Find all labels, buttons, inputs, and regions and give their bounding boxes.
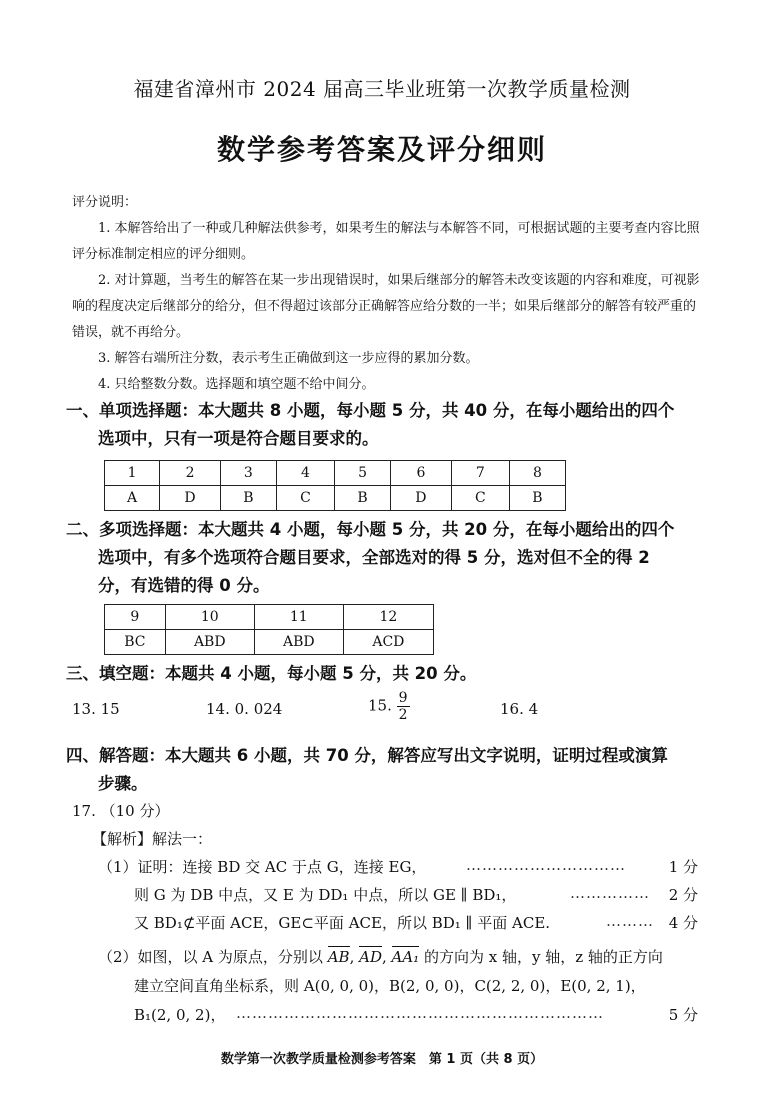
dot-leader: …………………………………………………………… [236, 1004, 604, 1022]
question-number: 8 [509, 461, 565, 486]
dot-leader: ……… [606, 912, 654, 930]
fill-answer-15 [368, 690, 410, 723]
table-row [105, 630, 434, 655]
table-row [105, 486, 566, 511]
table-row [105, 461, 566, 486]
section1-heading-line2: 选项中，只有一项是符合题目要求的。 [98, 429, 379, 448]
score-mark: 5 分 [668, 1006, 698, 1024]
answer-cell: D [160, 486, 221, 511]
question-number: 12 [343, 605, 433, 630]
question-number: 2 [160, 461, 221, 486]
notes-heading: 评分说明： [72, 195, 138, 210]
question-number: 7 [451, 461, 509, 486]
solution-line-2: 建立空间直角坐标系，则 A(0, 0, 0)，B(2, 0, 0)，C(2, 2, 0)，E(0, 2, 1)， [134, 977, 646, 995]
vector-aa1: AA₁ [391, 948, 420, 966]
question-number: 1 [105, 461, 160, 486]
dot-leader: …………… [570, 884, 650, 902]
question-17-label: 17. （10 分） [72, 802, 170, 820]
fraction-denominator: 2 [398, 707, 408, 723]
note-item-3: 3. 解答右端所注分数，表示考生正确做到这一步应得的累加分数。 [98, 351, 479, 366]
exam-title: 福建省漳州市 2024 届高三毕业班第一次教学质量检测 [133, 77, 631, 101]
answer-cell: A [105, 486, 160, 511]
question-number: 9 [105, 605, 166, 630]
fill-answer-16: 16. 4 [500, 700, 539, 718]
answer-cell: B [220, 486, 276, 511]
answer-cell: B [335, 486, 391, 511]
fraction [397, 690, 410, 723]
score-mark: 4 分 [668, 914, 698, 932]
proof-line-2: 则 G 为 DB 中点，又 E 为 DD₁ 中点，所以 GE ∥ BD₁， [134, 886, 517, 904]
analysis-label: 【解析】解法一： [92, 830, 213, 848]
fill-answer-13: 13. 15 [72, 700, 120, 718]
single-choice-answer-table [104, 460, 566, 511]
score-mark: 1 分 [668, 858, 698, 876]
question-number: 6 [391, 461, 452, 486]
document-title: 数学参考答案及评分细则 [216, 133, 547, 166]
question-number: 5 [335, 461, 391, 486]
section2-heading [66, 516, 706, 600]
section1-heading [66, 397, 706, 453]
answer-cell: C [276, 486, 334, 511]
answer-cell: D [391, 486, 452, 511]
note-item-1: 1. 本解答给出了一种或几种解法供参考，如果考生的解法与本解答不同，可根据试题的主要考查内容比照评分标准制定相应的评分细则。 [72, 221, 700, 262]
question-number: 3 [220, 461, 276, 486]
fill-answer-14: 14. 0. 024 [206, 700, 283, 718]
grading-notes [72, 190, 702, 398]
answer-cell: ABD [254, 630, 343, 655]
vector-ab: AB [327, 948, 350, 966]
proof-line-3: 又 BD₁⊄平面 ACE，GE⊂平面 ACE，所以 BD₁ ∥ 平面 ACE. [134, 914, 551, 932]
section4-heading-line1: 四、解答题：本大题共 6 小题，共 70 分，解答应写出文字说明，证明过程或演算 [66, 746, 668, 765]
note-item-4: 4. 只给整数分数。选择题和填空题不给中间分。 [98, 377, 375, 392]
multi-choice-answer-table [104, 604, 434, 655]
section4-heading-line2: 步骤。 [98, 774, 148, 793]
section2-heading-line3: 分，有选错的得 0 分。 [98, 576, 270, 595]
question-number: 4 [276, 461, 334, 486]
table-row [105, 605, 434, 630]
question-number: 11 [254, 605, 343, 630]
proof-line-1: （1）证明：连接 BD 交 AC 于点 G，连接 EG， [98, 858, 427, 876]
section3-heading: 三、填空题：本题共 4 小题，每小题 5 分，共 20 分。 [66, 664, 477, 683]
section2-heading-line1: 二、多项选择题：本大题共 4 小题，每小题 5 分，共 20 分，在每小题给出的四个 [66, 520, 675, 539]
answer-cell: ACD [343, 630, 433, 655]
solution-line-1: （2）如图，以 A 为原点，分别以 AB, AD, AA₁ 的方向为 x 轴，y 轴，z 轴的正方向 [98, 948, 663, 966]
solution-line-3: B₁(2, 0, 2)， [134, 1006, 226, 1024]
section1-heading-line1: 一、单项选择题：本大题共 8 小题，每小题 5 分，共 40 分，在每小题给出的四个 [66, 401, 675, 420]
score-mark: 2 分 [668, 886, 698, 904]
section4-heading [66, 742, 706, 798]
answer-cell: ABD [165, 630, 254, 655]
answer-cell: C [451, 486, 509, 511]
fill-answer-15-label: 15. [368, 696, 392, 715]
section2-heading-line2: 选项中，有多个选项符合题目要求，全部选对的得 5 分，选对但不全的得 2 [98, 548, 650, 567]
solution-text: 的方向为 x 轴，y 轴，z 轴的正方向 [423, 948, 663, 966]
note-item-2: 2. 对计算题，当考生的解答在某一步出现错误时，如果后继部分的解答未改变该题的内容和难度，可视影响的程度决定后继部分的给分，但不得超过该部分正确解答应给分数的一半；如果后继部分的解答有较严重的错误，就不再给分。 [72, 273, 700, 340]
answer-cell: B [509, 486, 565, 511]
vector-ad: AD [359, 948, 382, 966]
answer-cell: BC [105, 630, 166, 655]
dot-leader: ………………………… [466, 856, 626, 874]
fraction-numerator: 9 [398, 690, 408, 706]
solution-text: （2）如图，以 A 为原点，分别以 [98, 948, 323, 966]
page-footer: 数学第一次教学质量检测参考答案 第 1 页（共 8 页） [220, 1052, 544, 1067]
question-number: 10 [165, 605, 254, 630]
